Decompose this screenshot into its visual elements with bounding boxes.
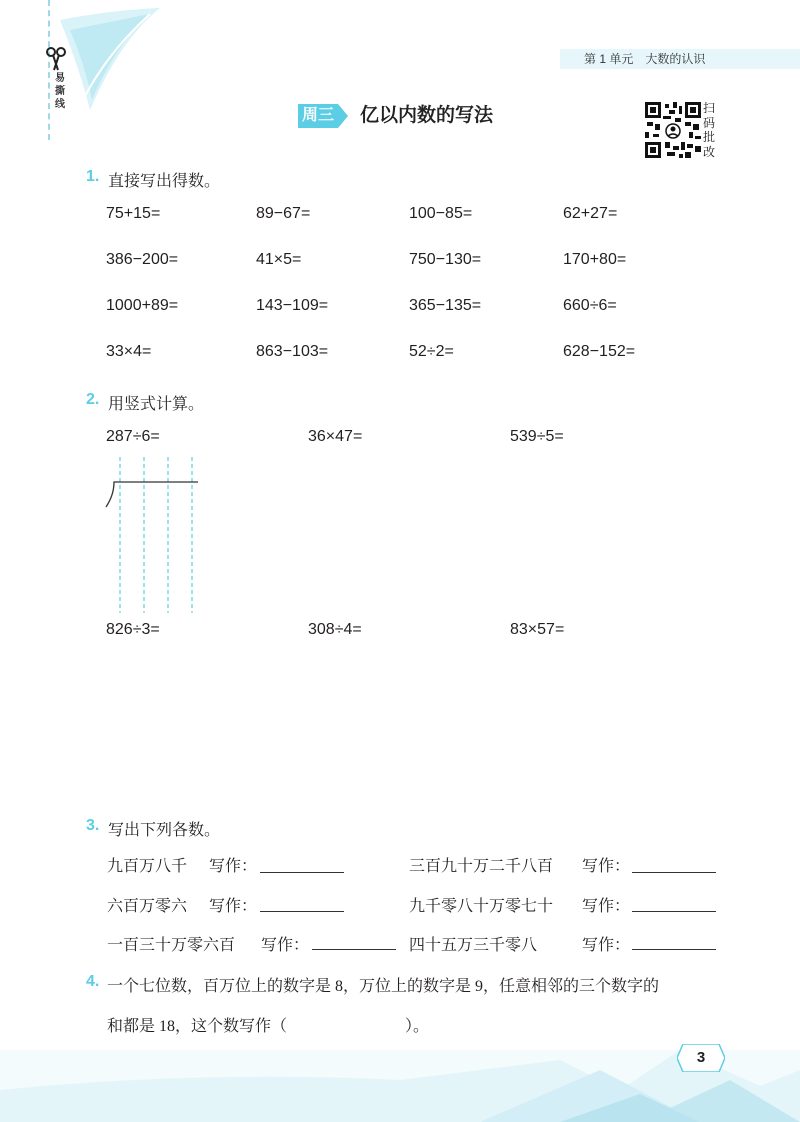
day-tag — [298, 104, 348, 128]
qr-code-icon[interactable] — [645, 102, 701, 158]
answer-blank[interactable] — [260, 911, 344, 912]
q1-item: 750−130= — [409, 251, 482, 268]
q1-item: 1000+89= — [106, 297, 179, 314]
q2-prompt: 用竖式计算。 — [108, 396, 205, 413]
q1-number: 1. — [86, 168, 100, 185]
write-label: 写作： — [582, 937, 631, 954]
q3-chinese-number: 三百九十万二千八百 — [409, 858, 554, 875]
answer-blank[interactable] — [632, 872, 716, 873]
tear-line-label: 易撕线 — [55, 73, 65, 110]
q3-number: 3. — [86, 817, 100, 834]
write-label: 写作： — [261, 937, 310, 954]
q2-item: 539÷5= — [510, 428, 564, 445]
q1-prompt: 直接写出得数。 — [108, 173, 221, 190]
q2-item: 36×47= — [308, 428, 363, 445]
answer-blank[interactable] — [312, 949, 396, 950]
q3-chinese-number: 一百三十万零六百 — [107, 937, 236, 954]
q1-item: 170+80= — [563, 251, 627, 268]
q1-item: 100−85= — [409, 205, 473, 222]
q4-text-line1: 一个七位数，百万位上的数字是 8，万位上的数字是 9，任意相邻的三个数字的 — [107, 978, 660, 995]
q3-chinese-number: 六百万零六 — [107, 898, 188, 915]
q4-text-line2: 和都是 18，这个数写作（ — [107, 1018, 288, 1035]
q1-item: 52÷2= — [409, 343, 454, 360]
answer-blank[interactable] — [632, 911, 716, 912]
page-title: 亿以内数的写法 — [360, 105, 494, 126]
q1-item: 660÷6= — [563, 297, 617, 314]
write-label: 写作： — [209, 898, 258, 915]
q1-item: 365−135= — [409, 297, 482, 314]
q1-item: 33×4= — [106, 343, 152, 360]
q3-chinese-number: 九百万八千 — [107, 858, 188, 875]
q1-item: 628−152= — [563, 343, 636, 360]
q1-item: 386−200= — [106, 251, 179, 268]
q2-item: 287÷6= — [106, 428, 160, 445]
q1-item: 863−103= — [256, 343, 329, 360]
answer-blank[interactable] — [632, 949, 716, 950]
q1-item: 41×5= — [256, 251, 302, 268]
page-number: 3 — [696, 1049, 706, 1066]
q1-item: 75+15= — [106, 205, 161, 222]
q3-prompt: 写出下列各数。 — [108, 822, 221, 839]
q4-answer-blank[interactable] — [297, 1012, 403, 1034]
q1-item: 143−109= — [256, 297, 329, 314]
unit-label: 第 1 单元 大数的认识 — [584, 52, 706, 66]
q2-item: 83×57= — [510, 621, 565, 638]
scissors-icon — [44, 46, 68, 72]
answer-blank[interactable] — [260, 872, 344, 873]
q4-text-line2-end: ）。 — [405, 1018, 430, 1035]
write-label: 写作： — [582, 858, 631, 875]
long-division-guide — [100, 455, 210, 615]
q1-item: 62+27= — [563, 205, 618, 222]
q3-chinese-number: 九千零八十万零七十 — [409, 898, 554, 915]
qr-label: 扫码批改 — [703, 101, 716, 159]
q2-number: 2. — [86, 391, 100, 408]
q2-item: 826÷3= — [106, 621, 160, 638]
corner-decoration — [0, 0, 170, 130]
write-label: 写作： — [209, 858, 258, 875]
q1-item: 89−67= — [256, 205, 311, 222]
q4-number: 4. — [86, 973, 100, 990]
q3-chinese-number: 四十五万三千零八 — [409, 937, 538, 954]
q2-item: 308÷4= — [308, 621, 362, 638]
day-tag-label: 周三 — [301, 107, 334, 124]
write-label: 写作： — [582, 898, 631, 915]
